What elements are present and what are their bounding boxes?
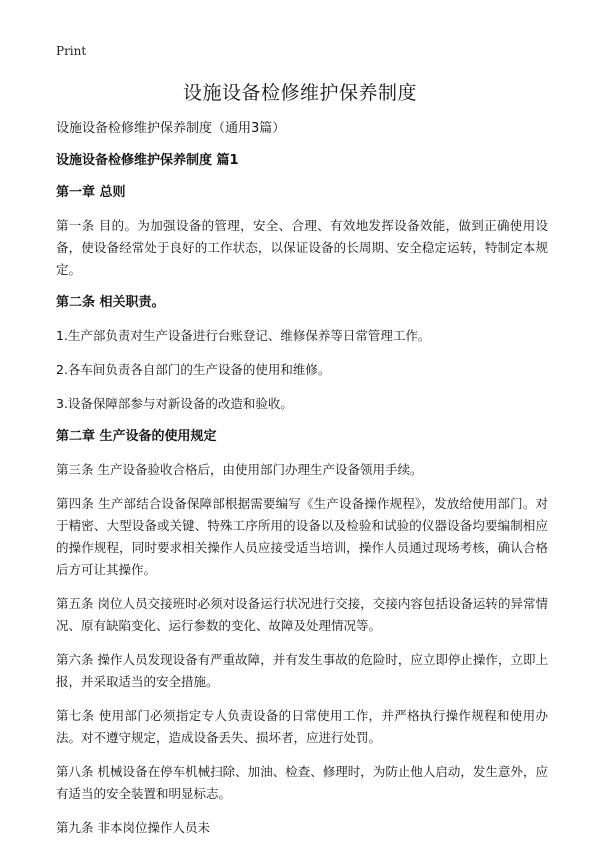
article-5: 第五条 岗位人员交接班时必须对设备运行状况进行交接，交接内容包括设备运转的异常情况、原有缺陷变化、运行参数的变化、故障及处理情况等。 [56, 596, 548, 633]
article-6: 第六条 操作人员发现设备有严重故障，并有发生事故的危险时，应立即停止操作，立即上报，并采取适当的安全措施。 [56, 652, 548, 689]
article-heading: 设施设备检修维护保养制度 篇1 [56, 153, 239, 168]
article-9: 第九条 非本岗位操作人员未 [56, 820, 210, 835]
article-4: 第四条 生产部结合设备保障部根据需要编写《生产设备操作规程》，发放给使用部门。对于精密、大型设备或关键、特殊工序所用的设备以及检验和试验的仪器设备均要编制相应的操作规程，同时要求相关操作人员应接受适当培训，操作人员通过现场考核，确认合格后方可让其操作。 [56, 496, 548, 577]
document-body [56, 119, 548, 851]
article-3: 第三条 生产设备验收合格后，由使用部门办理生产设备领用手续。 [56, 462, 423, 477]
duty-item-3: 3.设备保障部参与对新设备的改造和验收。 [56, 396, 293, 411]
duty-item-1: 1.生产部负责对生产设备进行台账登记、维修保养等日常管理工作。 [56, 328, 431, 343]
duty-item-2: 2.各车间负责各自部门的生产设备的使用和维修。 [56, 362, 331, 377]
document-subtitle: 设施设备检修维护保养制度（通用3篇） [56, 121, 286, 136]
article-8: 第八条 机械设备在停车机械扫除、加油、检查、修理时，为防止他人启动，发生意外，应有适当的安全装置和明显标志。 [56, 764, 548, 801]
print-link[interactable]: Print [56, 44, 87, 58]
article-2-heading: 第二条 相关职责。 [56, 295, 165, 310]
chapter-heading-2: 第二章 生产设备的使用规定 [56, 429, 217, 444]
article-7: 第七条 使用部门必须指定专人负责设备的日常使用工作，并严格执行操作规程和使用办法。对不遵守规定，造成设备丢失、损坏者，应进行处罚。 [56, 708, 548, 745]
page-title: 设施设备检修维护保养制度 [182, 82, 417, 104]
chapter-heading-1: 第一章 总则 [56, 185, 126, 200]
article-1: 第一条 目的。为加强设备的管理，安全、合理、有效地发挥设备效能，做到正确使用设备，使设备经常处于良好的工作状态，以保证设备的长周期、安全稳定运转，特制定本规定。 [56, 218, 548, 277]
